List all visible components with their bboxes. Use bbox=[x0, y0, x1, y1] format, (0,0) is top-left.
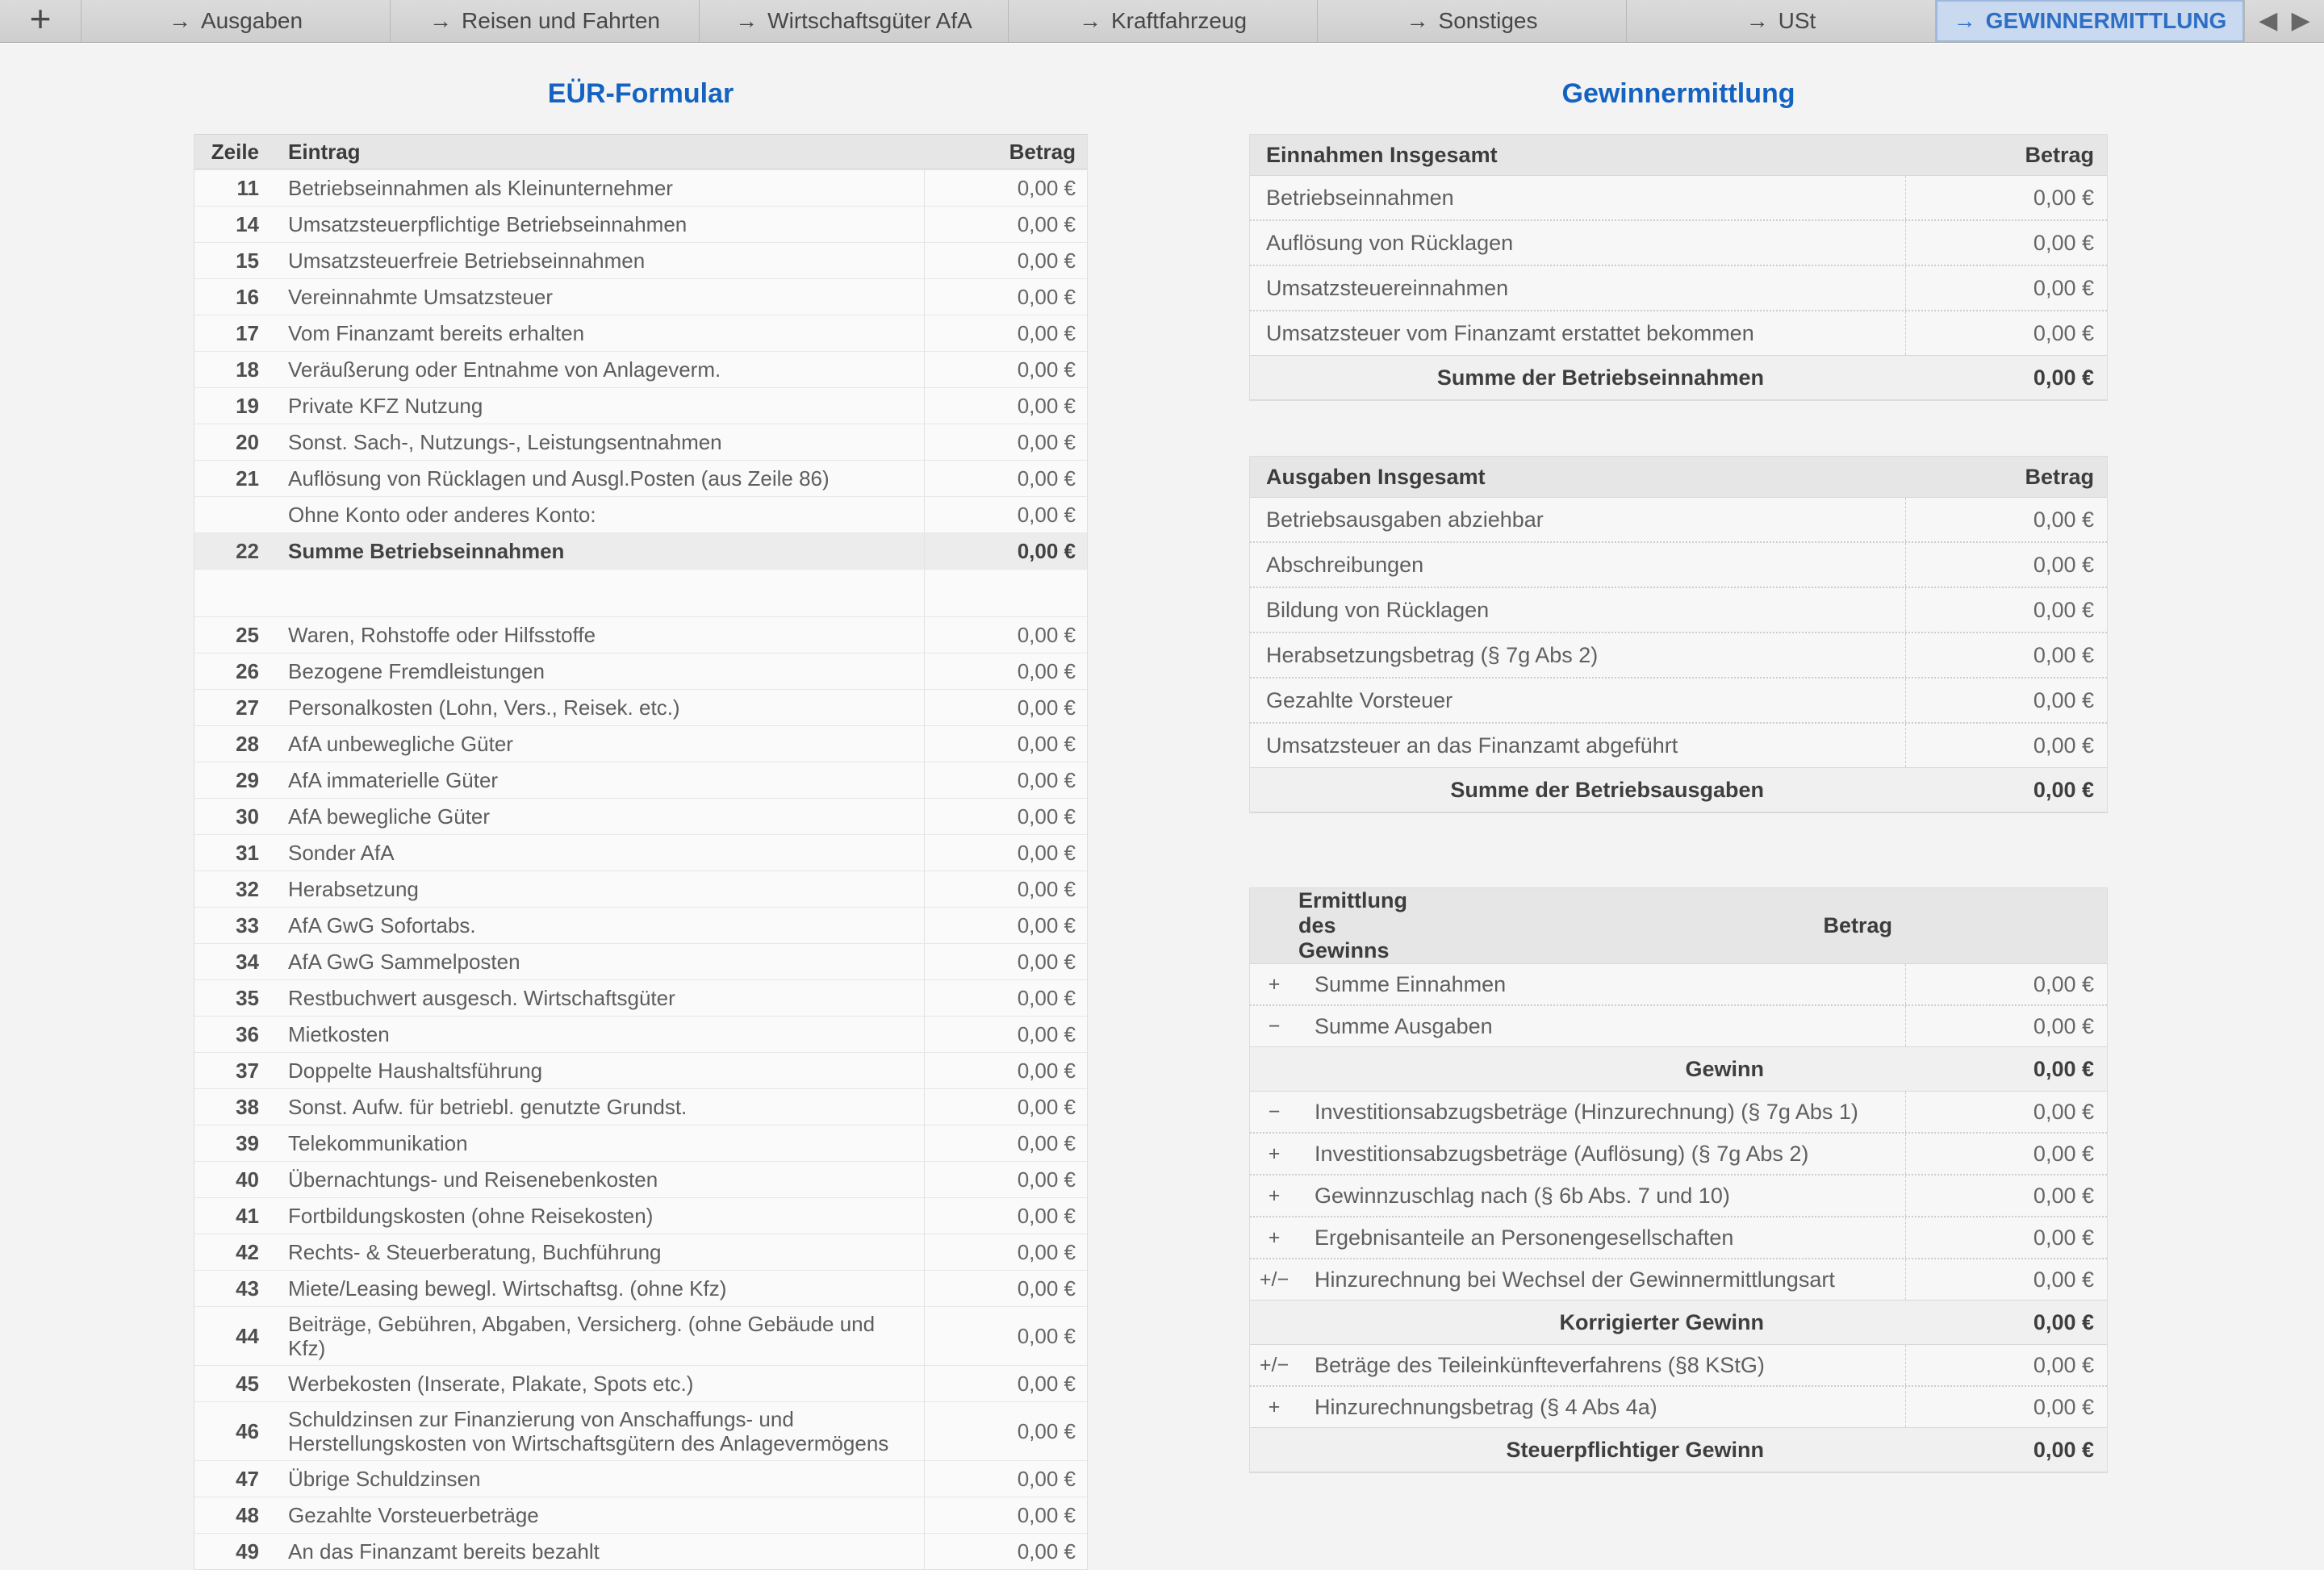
row-label: Bildung von Rücklagen bbox=[1266, 598, 1490, 622]
row-label: AfA immaterielle Güter bbox=[288, 768, 499, 792]
row-sign: +/− bbox=[1259, 1267, 1289, 1291]
row-value: 0,00 € bbox=[924, 388, 1087, 424]
row-label: Übrige Schuldzinsen bbox=[288, 1467, 481, 1491]
table-row bbox=[194, 943, 1087, 979]
row-value: 0,00 € bbox=[924, 690, 1087, 725]
gewinn-card bbox=[1249, 887, 2108, 1473]
row-label: Umsatzsteuereinnahmen bbox=[1266, 276, 1509, 300]
row-label: Personalkosten (Lohn, Vers., Reisek. etc.) bbox=[288, 695, 680, 720]
gewinnermittlung-tables bbox=[1249, 134, 2108, 1473]
row-value: 0,00 € bbox=[924, 653, 1087, 689]
tab-arrow-icon: → bbox=[1953, 8, 1976, 33]
card-header-row bbox=[1250, 135, 2107, 176]
row-sign: + bbox=[1268, 1226, 1281, 1249]
tab-arrow-icon: → bbox=[735, 8, 759, 33]
table-row bbox=[1250, 1174, 2107, 1216]
row-label: Übernachtungs- und Reisenebenkosten bbox=[288, 1167, 658, 1192]
row-label: Herabsetzungsbetrag (§ 7g Abs 2) bbox=[1266, 643, 1599, 667]
row-value: 0,00 € bbox=[924, 279, 1087, 315]
table-row bbox=[1250, 1092, 2107, 1132]
row-value: 0,00 € bbox=[924, 1162, 1087, 1197]
tab-kraftfahrzeug[interactable] bbox=[1009, 0, 1318, 42]
row-value: 0,00 € bbox=[1905, 498, 2107, 541]
row-label: Hinzurechnungsbetrag (§ 4 Abs 4a) bbox=[1315, 1395, 1657, 1419]
row-label: Umsatzsteuer vom Finanzamt erstattet bekommen bbox=[1266, 321, 1754, 345]
row-label: Gewinnzuschlag nach (§ 6b Abs. 7 und 10) bbox=[1315, 1184, 1730, 1208]
card-header-betrag: Betrag bbox=[2025, 464, 2094, 489]
row-value: 0,00 € bbox=[1905, 543, 2107, 587]
tab-arrow-icon: → bbox=[1745, 8, 1769, 33]
row-value: 0,00 € bbox=[2033, 1309, 2094, 1334]
row-zeile: 48 bbox=[236, 1502, 259, 1527]
table-row bbox=[194, 1401, 1087, 1460]
table-row bbox=[1250, 176, 2107, 219]
table-row bbox=[194, 689, 1087, 725]
row-value: 0,00 € bbox=[1905, 1345, 2107, 1385]
row-value: 0,00 € bbox=[924, 1053, 1087, 1088]
row-value: 0,00 € bbox=[1905, 1259, 2107, 1300]
row-value: 0,00 € bbox=[924, 461, 1087, 496]
row-label: Private KFZ Nutzung bbox=[288, 394, 483, 418]
gewinnermittlung-panel bbox=[1249, 77, 2108, 1473]
row-label: Summe der Betriebsausgaben bbox=[1450, 778, 1764, 802]
row-value: 0,00 € bbox=[1905, 176, 2107, 219]
row-zeile: 43 bbox=[236, 1276, 259, 1301]
table-row bbox=[1250, 355, 2107, 400]
row-sign: + bbox=[1268, 1184, 1281, 1207]
row-value: 0,00 € bbox=[924, 1198, 1087, 1234]
table-row bbox=[194, 315, 1087, 351]
table-row bbox=[1250, 964, 2107, 1004]
row-value: 0,00 € bbox=[1905, 266, 2107, 310]
row-value: 0,00 € bbox=[924, 315, 1087, 351]
table-row bbox=[194, 1088, 1087, 1125]
col-header-zeile: Zeile bbox=[211, 139, 259, 164]
row-zeile: 39 bbox=[236, 1130, 259, 1155]
row-zeile: 36 bbox=[236, 1021, 259, 1046]
table-row bbox=[194, 1161, 1087, 1197]
table-row bbox=[1250, 310, 2107, 355]
gewinn-card bbox=[1249, 134, 2108, 401]
row-label: Investitionsabzugsbeträge (Auflösung) (§ 7g Abs 2) bbox=[1315, 1142, 1809, 1166]
row-label: Vom Finanzamt bereits erhalten bbox=[288, 321, 585, 345]
table-row bbox=[194, 907, 1087, 943]
plus-icon: + bbox=[29, 0, 52, 40]
table-row bbox=[194, 496, 1087, 532]
tab-arrow-icon: → bbox=[1406, 8, 1429, 33]
row-label: Summe Einnahmen bbox=[1315, 972, 1507, 996]
card-header-title: Einnahmen Insgesamt bbox=[1266, 142, 1498, 167]
row-value: 0,00 € bbox=[924, 726, 1087, 762]
row-value: 0,00 € bbox=[924, 1125, 1087, 1161]
card-header-title: Ermittlung des Gewinns bbox=[1298, 888, 1407, 962]
tab-ust[interactable] bbox=[1627, 0, 1936, 42]
row-value: 0,00 € bbox=[1905, 1134, 2107, 1174]
row-zeile: 18 bbox=[236, 357, 259, 382]
row-label: Umsatzsteuerfreie Betriebseinnahmen bbox=[288, 248, 646, 273]
table-row bbox=[194, 871, 1087, 907]
row-label: Betriebsausgaben abziehbar bbox=[1266, 507, 1544, 532]
row-zeile: 49 bbox=[236, 1539, 259, 1564]
row-value: 0,00 € bbox=[924, 243, 1087, 278]
row-label: An das Finanzamt bereits bezahlt bbox=[288, 1539, 600, 1564]
row-label: Sonder AfA bbox=[288, 841, 395, 865]
row-zeile: 26 bbox=[236, 658, 259, 683]
row-value: 0,00 € bbox=[1905, 633, 2107, 677]
row-label: AfA bewegliche Güter bbox=[288, 804, 491, 829]
row-value: 0,00 € bbox=[1905, 221, 2107, 265]
row-value: 0,00 € bbox=[924, 207, 1087, 242]
card-header-row bbox=[1250, 888, 2107, 964]
table-row bbox=[1250, 498, 2107, 541]
row-value: 0,00 € bbox=[924, 1017, 1087, 1052]
table-row bbox=[194, 569, 1087, 616]
col-header-betrag: Betrag bbox=[1009, 139, 1076, 164]
row-sign: − bbox=[1268, 1014, 1281, 1038]
row-label: Hinzurechnung bei Wechsel der Gewinnermittlungsart bbox=[1315, 1267, 1835, 1292]
row-value: 0,00 € bbox=[1905, 311, 2107, 355]
table-row bbox=[194, 206, 1087, 242]
table-row bbox=[194, 834, 1087, 871]
card-header-title: Ausgaben Insgesamt bbox=[1266, 464, 1486, 489]
row-value: 0,00 € bbox=[1905, 1092, 2107, 1132]
row-zeile: 29 bbox=[236, 767, 259, 792]
row-label: Gezahlte Vorsteuer bbox=[1266, 688, 1453, 712]
row-label: Sonst. Sach-, Nutzungs-, Leistungsentnahmen bbox=[288, 430, 722, 454]
table-row bbox=[1250, 677, 2107, 722]
row-label: Gezahlte Vorsteuerbeträge bbox=[288, 1503, 539, 1527]
table-row bbox=[194, 1533, 1087, 1569]
row-value: 0,00 € bbox=[2033, 1437, 2094, 1462]
row-zeile: 33 bbox=[236, 912, 259, 937]
row-label: Auflösung von Rücklagen bbox=[1266, 231, 1514, 255]
row-label: Ergebnisanteile an Personengesellschaften bbox=[1315, 1226, 1734, 1250]
table-row bbox=[194, 798, 1087, 834]
tab-label: Wirtschaftsgüter AfA bbox=[767, 8, 972, 33]
table-row bbox=[194, 1125, 1087, 1161]
row-value: 0,00 € bbox=[924, 944, 1087, 979]
prev-tab-button[interactable]: ◀ bbox=[2259, 7, 2278, 34]
row-label: Summe Ausgaben bbox=[1315, 1014, 1493, 1038]
row-zeile: 19 bbox=[236, 393, 259, 418]
table-row bbox=[194, 351, 1087, 387]
page-title-gewinnermittlung: Gewinnermittlung bbox=[1561, 78, 1795, 109]
table-row bbox=[194, 979, 1087, 1016]
table-row bbox=[1250, 1216, 2107, 1258]
table-row bbox=[194, 1197, 1087, 1234]
table-row bbox=[194, 1052, 1087, 1088]
row-label: Ohne Konto oder anderes Konto: bbox=[288, 503, 596, 527]
row-label: Gewinn bbox=[1685, 1057, 1764, 1081]
eur-formular-panel bbox=[194, 77, 1088, 1570]
row-sign: +/− bbox=[1259, 1353, 1289, 1376]
row-zeile: 41 bbox=[236, 1203, 259, 1228]
tab-label: Reisen und Fahrten bbox=[462, 8, 660, 33]
row-zeile: 44 bbox=[236, 1323, 259, 1348]
row-zeile: 20 bbox=[236, 429, 259, 454]
row-value: 0,00 € bbox=[1905, 964, 2107, 1004]
row-zeile: 27 bbox=[236, 695, 259, 720]
row-label: Restbuchwert ausgesch. Wirtschaftsgüter bbox=[288, 986, 675, 1010]
row-label: Mietkosten bbox=[288, 1022, 390, 1046]
row-sign: + bbox=[1268, 972, 1281, 996]
row-zeile: 28 bbox=[236, 731, 259, 756]
row-value: 0,00 € bbox=[924, 1366, 1087, 1401]
table-row bbox=[194, 762, 1087, 798]
tab-strip bbox=[82, 0, 2245, 42]
row-zeile: 30 bbox=[236, 804, 259, 829]
row-label: Umsatzsteuerpflichtige Betriebseinnahmen bbox=[288, 212, 688, 236]
table-row bbox=[194, 387, 1087, 424]
row-label: Fortbildungskosten (ohne Reisekosten) bbox=[288, 1204, 654, 1228]
row-zeile: 17 bbox=[236, 320, 259, 345]
row-value: 0,00 € bbox=[924, 1089, 1087, 1125]
tab-nav-buttons bbox=[2245, 0, 2324, 42]
eur-formular-table bbox=[194, 134, 1088, 1570]
tab-reisen-und-fahrten[interactable] bbox=[391, 0, 700, 42]
row-zeile: 11 bbox=[236, 175, 259, 200]
table-row bbox=[1250, 1345, 2107, 1385]
row-value: 0,00 € bbox=[1905, 1006, 2107, 1046]
row-label: Auflösung von Rücklagen und Ausgl.Posten (aus Zeile 86) bbox=[288, 466, 830, 491]
row-value: 0,00 € bbox=[924, 908, 1087, 943]
gewinn-card bbox=[1249, 456, 2108, 813]
row-zeile: 45 bbox=[236, 1371, 259, 1396]
row-label: Steuerpflichtiger Gewinn bbox=[1506, 1438, 1764, 1462]
table-row bbox=[194, 653, 1087, 689]
row-label: Betriebseinnahmen bbox=[1266, 186, 1454, 210]
row-label: Werbekosten (Inserate, Plakate, Spots etc.) bbox=[288, 1372, 694, 1396]
row-value: 0,00 € bbox=[924, 762, 1087, 798]
row-value: 0,00 € bbox=[924, 533, 1087, 569]
row-zeile: 21 bbox=[236, 466, 259, 491]
table-row bbox=[1250, 541, 2107, 587]
row-value: 0,00 € bbox=[924, 835, 1087, 871]
row-value: 0,00 € bbox=[924, 1461, 1087, 1497]
row-sign: + bbox=[1268, 1142, 1281, 1165]
table-row bbox=[194, 532, 1087, 569]
row-value: 0,00 € bbox=[924, 1402, 1087, 1460]
row-zeile: 46 bbox=[236, 1418, 259, 1443]
tab-label: Kraftfahrzeug bbox=[1110, 8, 1248, 33]
row-zeile: 32 bbox=[236, 876, 259, 901]
page-title-eur-formular: EÜR-Formular bbox=[547, 78, 734, 109]
row-label: Beträge des Teileinkünfteverfahrens (§8 KStG) bbox=[1315, 1353, 1765, 1377]
tab-arrow-icon: → bbox=[429, 8, 453, 33]
tab-ausgaben[interactable] bbox=[82, 0, 391, 42]
tab-label: USt bbox=[1778, 8, 1816, 33]
row-label: Abschreibungen bbox=[1266, 553, 1424, 577]
col-header-eintrag: Eintrag bbox=[288, 140, 361, 164]
table-row bbox=[1250, 265, 2107, 310]
row-label: Summe Betriebseinnahmen bbox=[288, 539, 565, 563]
row-value: 0,00 € bbox=[1905, 588, 2107, 632]
table-row bbox=[194, 242, 1087, 278]
row-zeile: 25 bbox=[236, 622, 259, 647]
row-sign: + bbox=[1268, 1395, 1281, 1418]
row-value: 0,00 € bbox=[924, 1497, 1087, 1533]
tab-arrow-icon: → bbox=[1078, 8, 1101, 33]
row-value: 0,00 € bbox=[924, 352, 1087, 387]
table-row bbox=[194, 1016, 1087, 1052]
next-tab-button[interactable]: ▶ bbox=[2291, 7, 2310, 34]
row-zeile: 40 bbox=[236, 1167, 259, 1192]
row-zeile: 16 bbox=[236, 284, 259, 309]
row-value: 0,00 € bbox=[924, 170, 1087, 206]
row-zeile: 35 bbox=[236, 985, 259, 1010]
row-value: 0,00 € bbox=[924, 424, 1087, 460]
table-row bbox=[194, 1460, 1087, 1497]
row-value: 0,00 € bbox=[2033, 365, 2094, 390]
row-value: 0,00 € bbox=[924, 497, 1087, 532]
row-zeile: 34 bbox=[236, 949, 259, 974]
row-label: Summe der Betriebseinnahmen bbox=[1436, 365, 1764, 390]
add-tab-button[interactable] bbox=[0, 0, 82, 42]
table-row bbox=[1250, 722, 2107, 767]
table-row bbox=[1250, 1300, 2107, 1345]
row-value: 0,00 € bbox=[924, 1307, 1087, 1365]
table-row bbox=[194, 1270, 1087, 1306]
row-label: Herabsetzung bbox=[288, 877, 419, 901]
row-value: 0,00 € bbox=[1905, 724, 2107, 767]
tab-wirtschaftsgueter-afa[interactable] bbox=[700, 0, 1009, 42]
row-label: Doppelte Haushaltsführung bbox=[288, 1058, 543, 1083]
row-value: 0,00 € bbox=[2033, 777, 2094, 802]
table-row bbox=[1250, 1046, 2107, 1092]
row-label: Schuldzinsen zur Finanzierung von Anschaffungs- und Herstellungskosten von Wirtschaftsgütern des Anlagevermögens bbox=[288, 1407, 889, 1455]
tab-sonstiges[interactable] bbox=[1318, 0, 1627, 42]
row-label: Miete/Leasing bewegl. Wirtschaftsg. (ohne Kfz) bbox=[288, 1276, 727, 1301]
table-row bbox=[1250, 1385, 2107, 1427]
table-row bbox=[1250, 632, 2107, 677]
table-row bbox=[194, 1497, 1087, 1533]
tab-gewinnermittlung[interactable] bbox=[1936, 0, 2245, 42]
table-row bbox=[1250, 1258, 2107, 1300]
row-value: 0,00 € bbox=[924, 617, 1087, 653]
table-row bbox=[1250, 219, 2107, 265]
row-value: 0,00 € bbox=[924, 871, 1087, 907]
row-label: Rechts- & Steuerberatung, Buchführung bbox=[288, 1240, 662, 1264]
table-row bbox=[1250, 1132, 2107, 1174]
card-header-betrag: Betrag bbox=[2025, 142, 2094, 167]
row-label: Veräußerung oder Entnahme von Anlageverm. bbox=[288, 357, 721, 382]
row-sign: − bbox=[1268, 1100, 1281, 1123]
row-zeile: 22 bbox=[236, 538, 259, 563]
row-label: Vereinnahmte Umsatzsteuer bbox=[288, 285, 554, 309]
row-value: 0,00 € bbox=[924, 980, 1087, 1016]
row-label: Waren, Rohstoffe oder Hilfsstoffe bbox=[288, 623, 596, 647]
row-label: Telekommunikation bbox=[288, 1131, 468, 1155]
table-row bbox=[194, 460, 1087, 496]
table-row bbox=[194, 1234, 1087, 1270]
row-zeile: 37 bbox=[236, 1058, 259, 1083]
row-value: 0,00 € bbox=[924, 1271, 1087, 1306]
row-label: Betriebseinnahmen als Kleinunternehmer bbox=[288, 176, 673, 200]
tab-arrow-icon: → bbox=[168, 8, 191, 33]
row-zeile: 42 bbox=[236, 1239, 259, 1264]
table-row bbox=[1250, 767, 2107, 812]
row-value: 0,00 € bbox=[924, 1234, 1087, 1270]
table-row bbox=[1250, 1427, 2107, 1472]
row-zeile: 31 bbox=[236, 840, 259, 865]
tab-label: GEWINNERMITTLUNG bbox=[1985, 8, 2227, 33]
table-row bbox=[194, 1306, 1087, 1365]
row-label: AfA GwG Sofortabs. bbox=[288, 913, 476, 937]
row-label: Sonst. Aufw. für betriebl. genutzte Grundst. bbox=[288, 1095, 688, 1119]
table-row bbox=[194, 616, 1087, 653]
row-label: Umsatzsteuer an das Finanzamt abgeführt bbox=[1266, 733, 1678, 758]
row-label: AfA unbewegliche Güter bbox=[288, 732, 513, 756]
row-label: AfA GwG Sammelposten bbox=[288, 950, 520, 974]
table-header-row bbox=[194, 135, 1087, 169]
row-value: 0,00 € bbox=[1905, 679, 2107, 722]
tab-label: Ausgaben bbox=[200, 8, 303, 33]
card-header-row bbox=[1250, 457, 2107, 498]
row-label: Beiträge, Gebühren, Abgaben, Versicherg. (ohne Gebäude und Kfz) bbox=[288, 1312, 876, 1360]
row-value: 0,00 € bbox=[924, 799, 1087, 834]
card-header-betrag: Betrag bbox=[1823, 913, 1892, 937]
tab-label: Sonstiges bbox=[1438, 8, 1538, 33]
table-row bbox=[194, 424, 1087, 460]
table-row bbox=[194, 1365, 1087, 1401]
tab-bar bbox=[0, 0, 2324, 43]
row-zeile: 14 bbox=[236, 211, 259, 236]
table-row bbox=[194, 169, 1087, 206]
row-label: Korrigierter Gewinn bbox=[1559, 1310, 1764, 1334]
row-zeile: 47 bbox=[236, 1466, 259, 1491]
row-value: 0,00 € bbox=[2033, 1056, 2094, 1081]
row-value: 0,00 € bbox=[1905, 1387, 2107, 1427]
row-zeile: 38 bbox=[236, 1094, 259, 1119]
row-value: 0,00 € bbox=[924, 1534, 1087, 1569]
row-value: 0,00 € bbox=[1905, 1175, 2107, 1216]
table-row bbox=[194, 278, 1087, 315]
row-value: 0,00 € bbox=[1905, 1217, 2107, 1258]
table-row bbox=[194, 725, 1087, 762]
row-label: Investitionsabzugsbeträge (Hinzurechnung) (§ 7g Abs 1) bbox=[1315, 1100, 1858, 1124]
table-row bbox=[1250, 1004, 2107, 1046]
row-zeile: 15 bbox=[236, 248, 259, 273]
row-label: Bezogene Fremdleistungen bbox=[288, 659, 545, 683]
table-row bbox=[1250, 587, 2107, 632]
